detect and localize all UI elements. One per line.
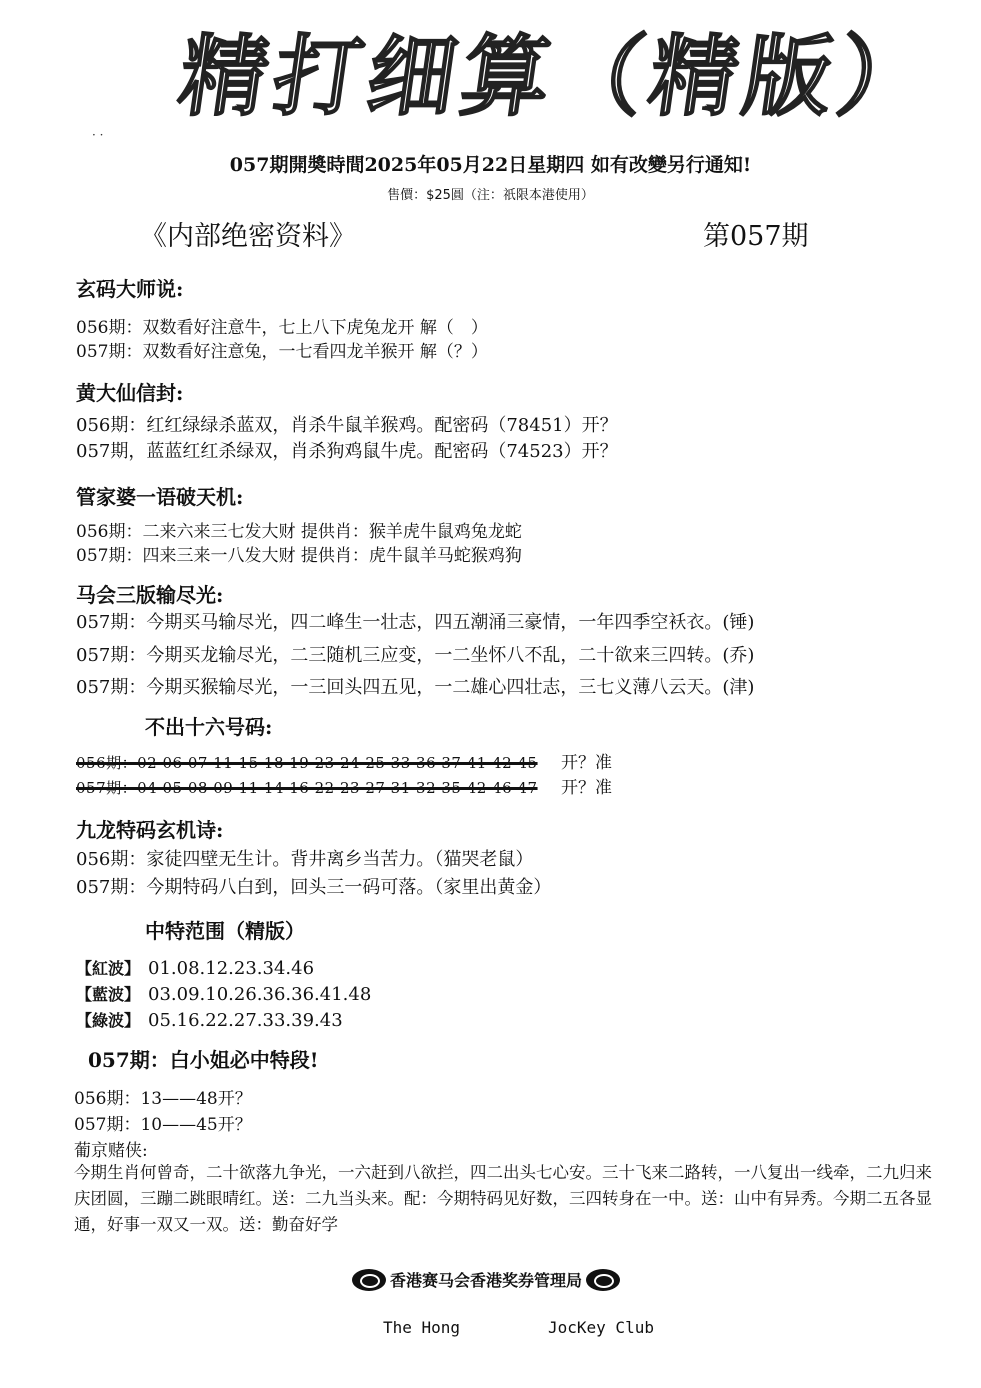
decorative-dots: · · bbox=[92, 128, 104, 142]
mahui-line: 057期：今期买猴输尽光，一三回头四五见，一二雄心四壮志，三七义薄八云天。(津) bbox=[76, 677, 755, 698]
issue-number: 第057期 bbox=[703, 221, 809, 252]
jiulong-line: 056期：家徒四壁无生计。背井离乡当苦力。（猫哭老鼠） bbox=[76, 849, 534, 870]
buchu-tail: 开？准 bbox=[560, 753, 612, 773]
section-title-pujing: 葡京赌侠: bbox=[74, 1141, 148, 1161]
section-title-huangdaxian: 黄大仙信封: bbox=[76, 381, 184, 405]
xuanma-line: 056期：双数看好注意牛，七上八下虎兔龙开 解（ ） bbox=[76, 318, 488, 338]
section-title-guanjiapo: 管家婆一语破天机: bbox=[76, 485, 244, 509]
baixiaojie-line: 056期：13——48开？ bbox=[74, 1089, 252, 1109]
wave-values: 05.16.22.27.33.39.43 bbox=[148, 1010, 343, 1031]
wave-row-green bbox=[76, 1008, 343, 1031]
footer-english-right: JocKey Club bbox=[548, 1318, 654, 1337]
section-title-mahui: 马会三版输尽光: bbox=[76, 583, 224, 607]
jockey-club-logo-icon bbox=[586, 1269, 620, 1291]
wave-row-blue bbox=[76, 982, 371, 1005]
guanjiapo-line: 057期：四来三来一八发大财 提供肖：虎牛鼠羊马蛇猴鸡狗 bbox=[76, 546, 522, 566]
buchu-numbers: 056期：02 06 07 11 15 18 19 23 24 25 33 36 37 41 42 45 bbox=[76, 754, 538, 772]
buchu-tail: 开？准 bbox=[560, 778, 612, 798]
footer-org bbox=[352, 1268, 620, 1291]
wave-row-red bbox=[76, 956, 314, 979]
price-note: 售價：$25圓（注：祇限本港使用） bbox=[387, 188, 594, 203]
section-title-baixiaojie: 057期：白小姐必中特段! bbox=[88, 1048, 319, 1072]
buchu-numbers: 057期：04 05 08 09 11 14 16 22 23 27 31 32 35 42 46 47 bbox=[76, 779, 538, 797]
wave-values: 01.08.12.23.34.46 bbox=[148, 958, 315, 979]
buchu-row bbox=[76, 748, 612, 773]
title-art: 精打细算（精版） bbox=[172, 25, 940, 128]
section-title-buchu: 不出十六号码: bbox=[145, 715, 273, 739]
footer-english-left: The Hong bbox=[383, 1318, 461, 1337]
draw-notice: 057期開奬時間2025年05月22日星期四 如有改變另行通知! bbox=[229, 154, 752, 176]
baixiaojie-line: 057期：10——45开？ bbox=[74, 1115, 252, 1135]
buchu-row bbox=[76, 773, 612, 798]
pujing-paragraph: 今期生肖何曾奇，二十欲落九争光，一六赶到八欲拦，四二出头七心安。三十飞来二路转，一八复出一线牵，二九归来庆团圆，三蹦二跳眼晴红。送：二九当头来。配：今期特码见好数，三四转身在一中。送：山中有异秀。今期二五各显通，好事一双又一双。送：勤奋好学 bbox=[74, 1163, 932, 1234]
section-title-xuanma: 玄码大师说: bbox=[76, 277, 184, 301]
wave-values: 03.09.10.26.36.36.41.48 bbox=[148, 984, 372, 1005]
section-title-zhongte: 中特范围（精版） bbox=[145, 919, 305, 943]
document-title: 《内部绝密资料》 bbox=[140, 221, 356, 252]
wave-label: 【藍波】 bbox=[76, 985, 141, 1004]
jiulong-line: 057期：今期特码八白到，回头三一码可落。（家里出黄金） bbox=[76, 877, 552, 898]
footer-org-name: 香港赛马会香港奖券管理局 bbox=[390, 1271, 583, 1290]
jockey-club-logo-icon bbox=[352, 1269, 386, 1291]
wave-label: 【紅波】 bbox=[76, 959, 141, 978]
mahui-line: 057期：今期买龙输尽光，二三随机三应变，一二坐怀八不乱，二十欲来三四转。(乔) bbox=[76, 645, 755, 666]
huangdaxian-line: 057期，蓝蓝红红杀绿双，肖杀狗鸡鼠牛虎。配密码（74523）开？ bbox=[76, 441, 618, 462]
xuanma-line: 057期：双数看好注意兔，一七看四龙羊猴开 解（？） bbox=[76, 342, 488, 362]
wave-label: 【綠波】 bbox=[76, 1011, 141, 1030]
section-title-jiulong: 九龙特码玄机诗: bbox=[76, 818, 224, 842]
guanjiapo-line: 056期：二来六来三七发大财 提供肖：猴羊虎牛鼠鸡兔龙蛇 bbox=[76, 522, 522, 542]
huangdaxian-line: 056期：红红绿绿杀蓝双，肖杀牛鼠羊猴鸡。配密码（78451）开？ bbox=[76, 415, 618, 436]
mahui-line: 057期：今期买马输尽光，四二峰生一壮志，四五潮涌三豪情，一年四季空袄衣。(锤) bbox=[76, 612, 755, 633]
